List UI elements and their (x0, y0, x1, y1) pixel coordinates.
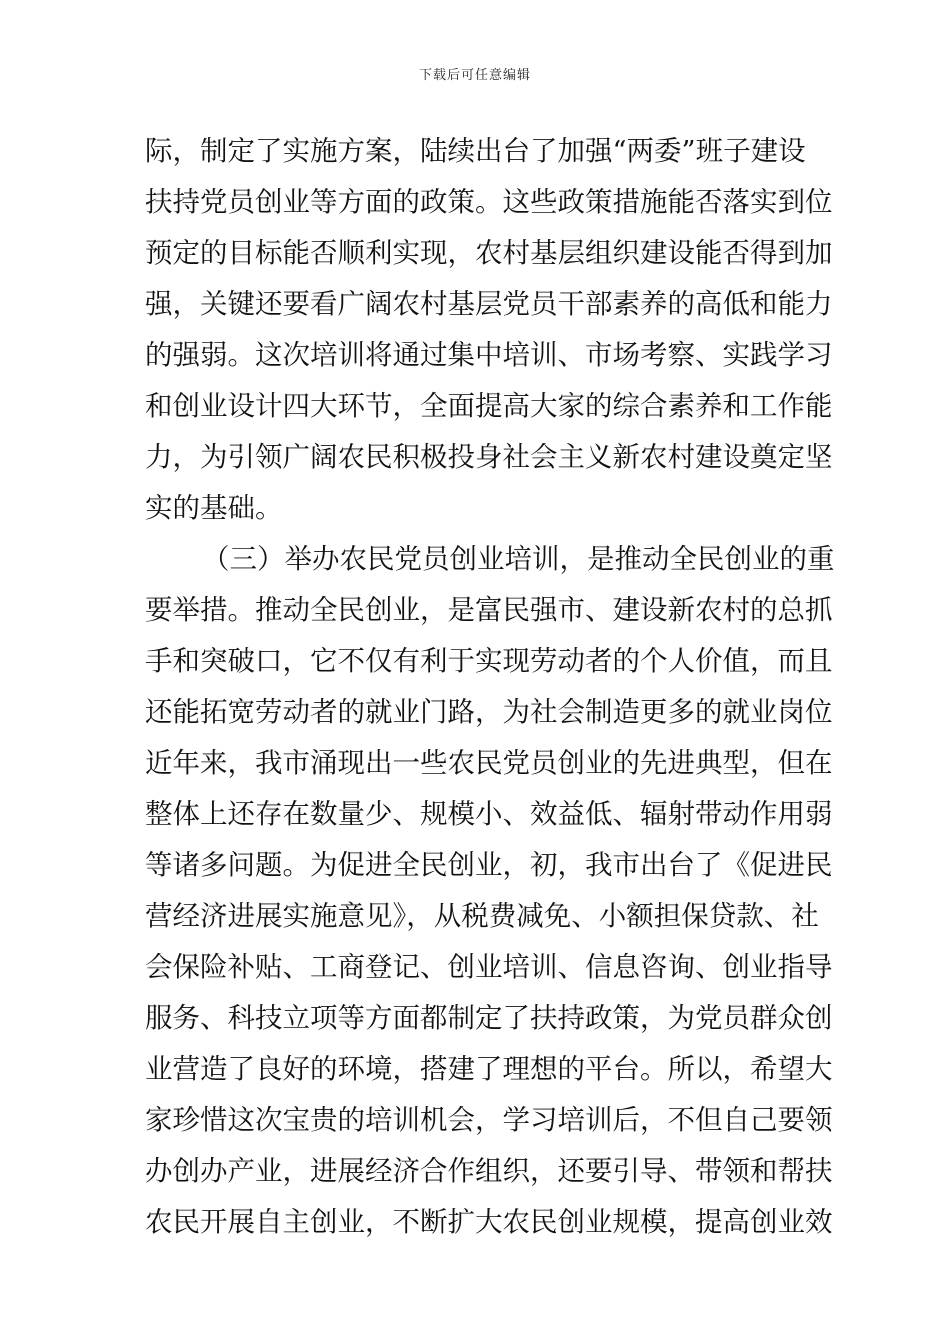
page-header: 下载后可任意编辑 (418, 68, 531, 83)
text-line: 要举措。推动全民创业，是富民强市、建设新农村的总抓 (145, 594, 833, 626)
text-line: 家珍惜这次宝贵的培训机会，学习培训后，不但自己要领 (145, 1104, 833, 1136)
text-line: 还能拓宽劳动者的就业门路，为社会制造更多的就业岗位 (145, 696, 833, 728)
text-line: 等诸多问题。为促进全民创业，初，我市出台了《促进民 (145, 849, 833, 881)
text-line: 和创业设计四大环节，全面提高大家的综合素养和工作能 (145, 390, 833, 422)
document-body (145, 126, 835, 1248)
text-line: 实的基础。 (145, 492, 283, 524)
text-line: 的强弱。这次培训将通过集中培训、市场考察、实践学习 (145, 339, 833, 371)
text-line: 近年来，我市涌现出一些农民党员创业的先进典型，但在 (145, 747, 833, 779)
paragraph-start-line: （三）举办农民党员创业培训，是推动全民创业的重 (202, 543, 835, 575)
text-line: 会保险补贴、工商登记、创业培训、信息咨询、创业指导 (145, 951, 833, 983)
text-line: 农民开展自主创业，不断扩大农民创业规模，提高创业效 (145, 1206, 833, 1238)
text-line: 预定的目标能否顺利实现，农村基层组织建设能否得到加 (145, 237, 833, 269)
text-line: 强，关键还要看广阔农村基层党员干部素养的高低和能力 (145, 288, 833, 320)
text-line: 力，为引领广阔农民积极投身社会主义新农村建设奠定坚 (145, 441, 833, 473)
text-line: 业营造了良好的环境，搭建了理想的平台。所以，希望大 (145, 1053, 833, 1085)
text-line: 办创办产业，进展经济合作组织，还要引导、带领和帮扶 (145, 1155, 833, 1187)
text-line: 际，制定了实施方案，陆续出台了加强“两委”班子建设 (145, 135, 806, 167)
text-line: 扶持党员创业等方面的政策。这些政策措施能否落实到位 (145, 186, 833, 218)
text-line: 服务、科技立项等方面都制定了扶持政策，为党员群众创 (145, 1002, 833, 1034)
text-line: 手和突破口，它不仅有利于实现劳动者的个人价值，而且 (145, 645, 833, 677)
text-line: 整体上还存在数量少、规模小、效益低、辐射带动作用弱 (145, 798, 833, 830)
text-line: 营经济进展实施意见》，从税费减免、小额担保贷款、社 (145, 900, 819, 932)
